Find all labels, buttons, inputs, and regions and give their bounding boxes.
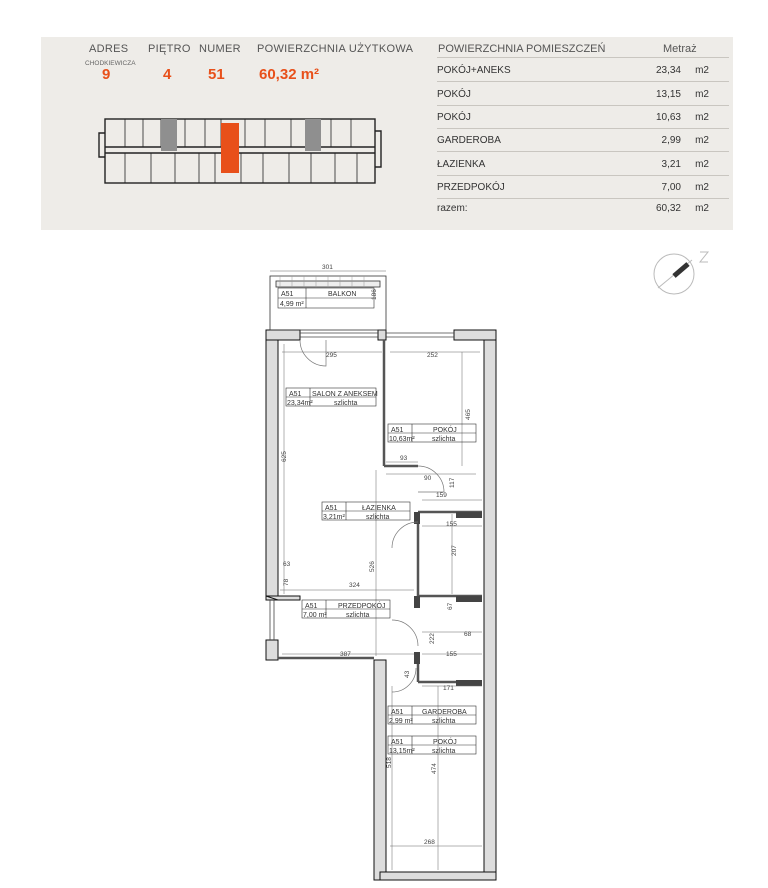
salon-area: 23,34m² [287, 400, 313, 407]
dim-label: 222 [429, 633, 436, 644]
pokoj1-area: 10,63m² [389, 436, 415, 443]
dim-label: 526 [369, 561, 376, 572]
przedpokoj-area: 7,00 m² [303, 612, 327, 619]
lazienka-code: A51 [325, 505, 338, 512]
pokoj2-name: POKÓJ [433, 739, 457, 746]
garderoba-name: GARDEROBA [422, 709, 467, 716]
number-label: NUMER [199, 43, 241, 55]
address-label: ADRES [89, 43, 129, 55]
total-area: 60,32 [655, 203, 681, 214]
total-label: razem: [437, 203, 468, 214]
dim-label: 90 [424, 475, 432, 482]
salon-code: A51 [289, 391, 302, 398]
room-name: PRZEDPOKÓJ [437, 182, 505, 193]
pokoj1-finish: szlichta [432, 436, 456, 443]
dim-label: 43 [404, 670, 411, 678]
room-unit: m2 [695, 112, 709, 123]
room-name: POKÓJ [437, 112, 471, 123]
garderoba-area: 2,99 m² [389, 718, 413, 725]
area-value: 60,32 m² [259, 66, 320, 83]
garderoba-finish: szlichta [432, 718, 456, 725]
room-unit: m2 [695, 159, 709, 170]
dim-label: 155 [446, 651, 457, 658]
room-unit: m2 [695, 135, 709, 146]
room-unit: m2 [695, 65, 709, 76]
balcony-code: A51 [281, 291, 294, 298]
room-name: POKÓJ [437, 89, 471, 100]
lazienka-area: 3,21m² [323, 514, 345, 521]
pokoj2-finish: szlichta [432, 748, 456, 755]
dim-label: 155 [446, 521, 457, 528]
dim-label: 268 [424, 839, 435, 846]
floor-label: PIĘTRO [148, 43, 191, 55]
room-area: 23,34 [655, 65, 681, 76]
lazienka-finish: szlichta [366, 514, 390, 521]
balcony-area: 4,99 m² [280, 301, 304, 308]
przedpokoj-name: PRZEDPOKÓJ [338, 603, 386, 610]
lazienka-name: ŁAZIENKA [362, 505, 396, 512]
dim-label: 159 [436, 492, 447, 499]
address-value: 9 [102, 66, 111, 83]
dim-label: 295 [326, 352, 337, 359]
dim-label: 465 [465, 409, 472, 420]
dim-label: 387 [340, 651, 351, 658]
room-name: POKÓJ+ANEKS [437, 65, 511, 76]
dim-label: 474 [431, 763, 438, 774]
dim-label: 67 [447, 602, 454, 610]
room-unit: m2 [695, 89, 709, 100]
floor-value: 4 [163, 66, 172, 83]
dim-label: 518 [386, 757, 393, 768]
salon-finish: szlichta [334, 400, 358, 407]
przedpokoj-finish: szlichta [346, 612, 370, 619]
room-area: 2,99 [661, 135, 681, 146]
room-unit: m2 [695, 182, 709, 193]
rooms-table-title: POWIERZCHNIA POMIESZCZEŃ [438, 43, 606, 55]
pokoj2-area: 13,15m² [389, 748, 415, 755]
dim-label: 324 [349, 582, 360, 589]
dim-label: 117 [449, 477, 456, 488]
pokoj1-code: A51 [391, 427, 404, 434]
room-area: 13,15 [655, 89, 681, 100]
dim-label: 93 [400, 455, 408, 462]
salon-name: SALON Z ANEKSEM [312, 391, 378, 398]
room-name: ŁAZIENKA [437, 159, 486, 170]
pokoj1-name: POKÓJ [433, 427, 457, 434]
dim-label: 207 [451, 545, 458, 556]
metraz-header: Metraż [663, 43, 697, 55]
area-label: POWIERZCHNIA UŻYTKOWA [257, 43, 414, 55]
dim-label: 186 [371, 289, 378, 300]
dim-label: 171 [443, 685, 454, 692]
room-area: 7,00 [661, 182, 681, 193]
number-value: 51 [208, 66, 225, 83]
dim-label: 252 [427, 352, 438, 359]
balcony-name: BALKON [328, 291, 357, 298]
dim-label: 63 [283, 561, 291, 568]
dim-label: 625 [281, 451, 288, 462]
pokoj2-code: A51 [391, 739, 404, 746]
przedpokoj-code: A51 [305, 603, 318, 610]
dim-label: 301 [322, 264, 333, 271]
address-street: CHODKIEWICZA [85, 60, 136, 67]
room-name: GARDEROBA [437, 135, 501, 146]
garderoba-code: A51 [391, 709, 404, 716]
dim-label: 68 [464, 631, 472, 638]
room-area: 10,63 [655, 112, 681, 123]
total-unit: m2 [695, 203, 709, 214]
dim-label: 78 [283, 578, 290, 586]
room-area: 3,21 [661, 159, 681, 170]
